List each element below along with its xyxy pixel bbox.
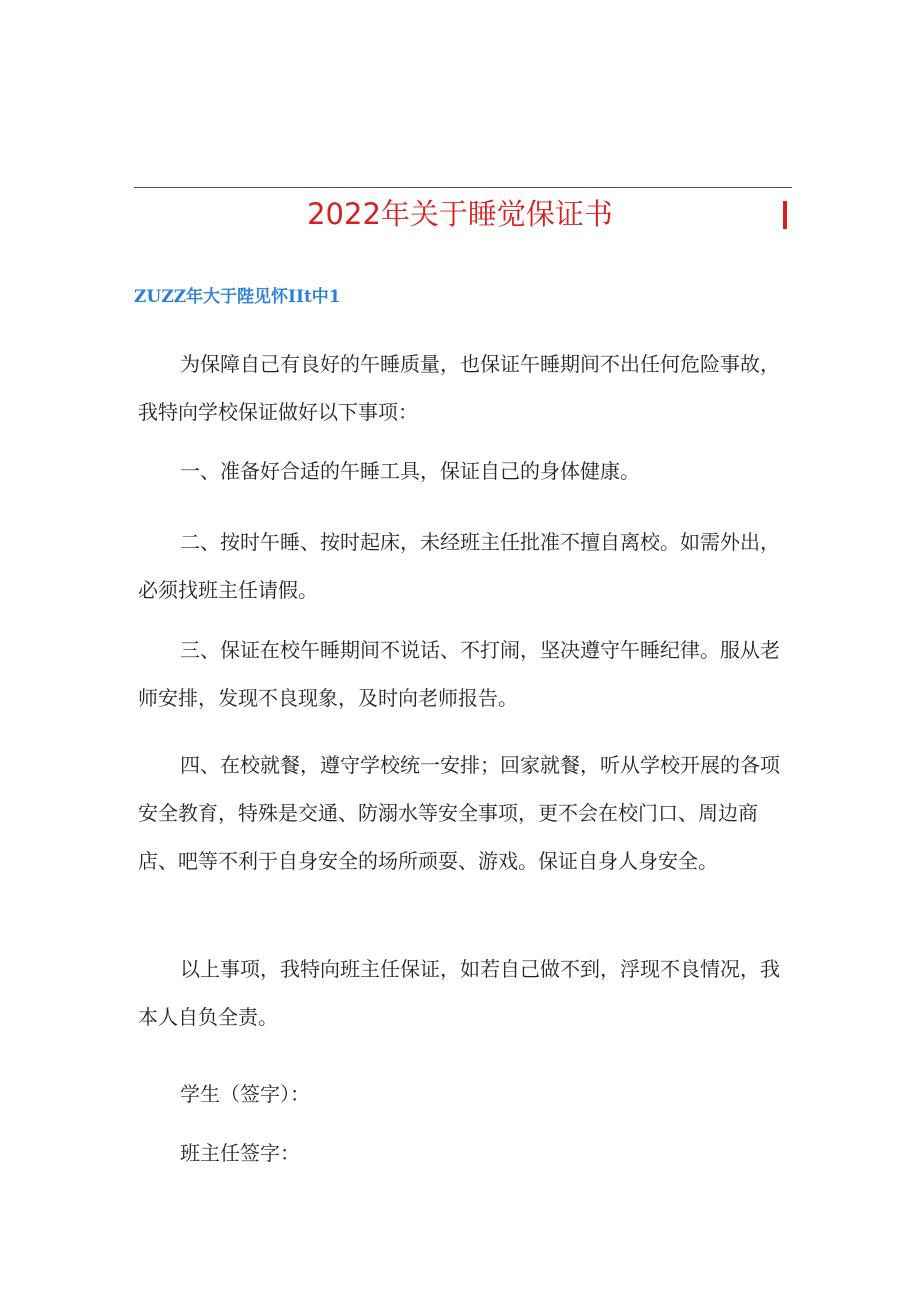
document-subtitle: ZUZZ年大于陛见怀IIt中1 [134,287,341,307]
intro-paragraph: 为保障自己有良好的午睡质量，也保证午睡期间不出任何危险事故，我特向学校保证做好以下事项： [138,352,780,424]
header-rule [134,187,792,188]
item-three-paragraph: 三、保证在校午睡期间不说话、不打闹，坚决遵守午睡纪律。服从老师安排，发现不良现象，及时向老师报告。 [138,638,780,710]
item-one-paragraph: 一、准备好合适的午睡工具，保证自己的身体健康。 [180,459,640,483]
closing-paragraph: 以上事项，我特向班主任保证，如若自己做不到，浮现不良情况，我本人自负全责。 [138,957,780,1029]
student-signature-label: 学生（签字）： [180,1082,310,1106]
teacher-signature-label: 班主任签字： [180,1141,300,1165]
item-two-paragraph: 二、按时午睡、按时起床，未经班主任批准不擅自离校。如需外出，必须找班主任请假。 [138,530,780,602]
document-title: 2022年关于睡觉保证书 [307,197,613,231]
title-marker-bar [783,201,787,229]
item-four-paragraph: 四、在校就餐，遵守学校统一安排；回家就餐，听从学校开展的各项安全教育，特殊是交通、防溺水等安全事项，更不会在校门口、周边商店、吧等不利于自身安全的场所顽耍、游戏。保证自身人身安全。 [138,753,780,873]
